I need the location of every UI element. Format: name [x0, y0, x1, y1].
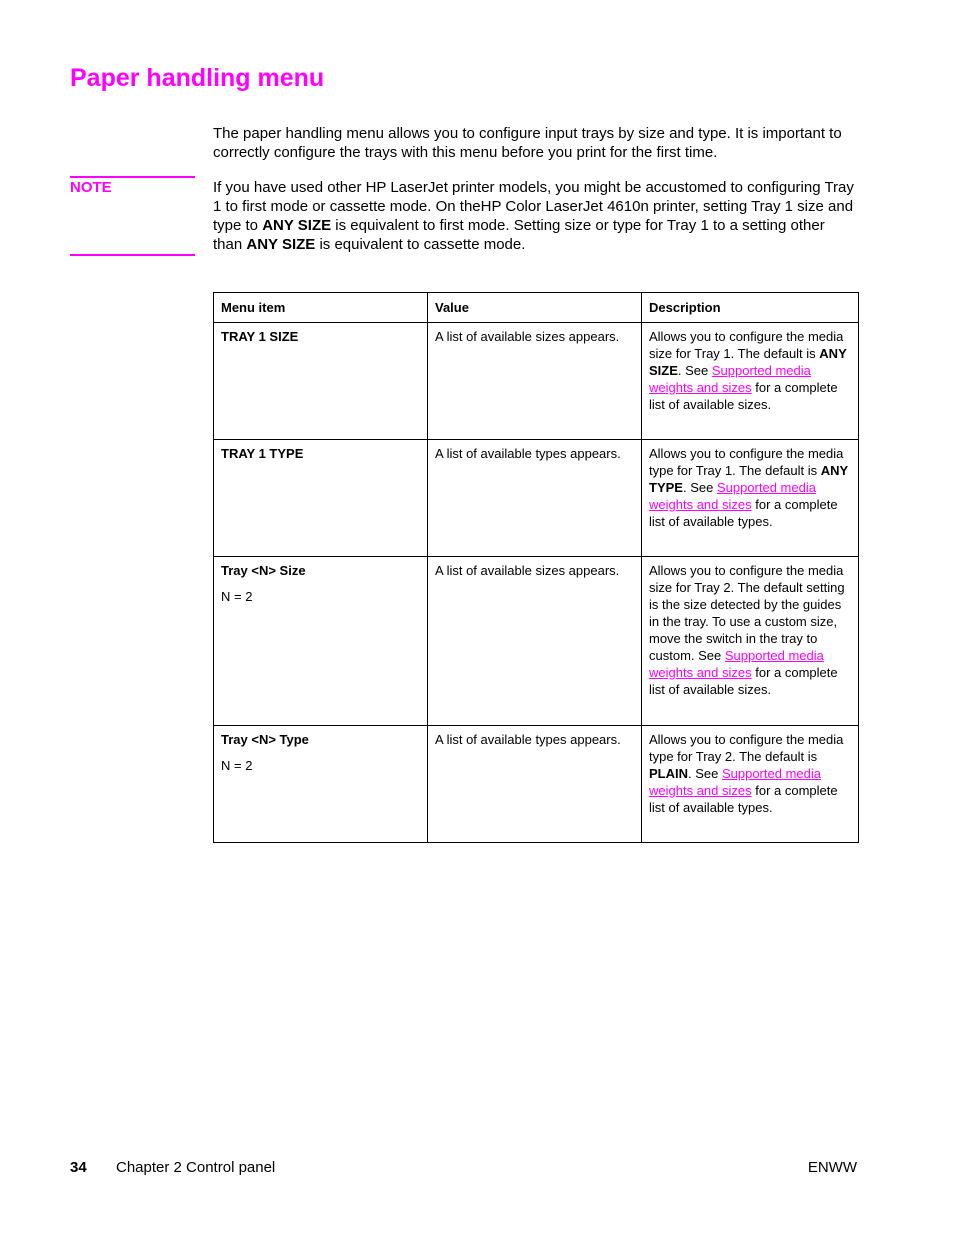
note-text: If you have used other HP LaserJet printer models, you might be accustomed to configuring Tray 1 to first mode or cassette mode. On theHP Color LaserJet 4610n printer, setting Tray 1 size and type to ANY SIZE is equivalent to first mode. Setting size or type for Tray 1 to a setting other than ANY SIZE is equivalent to cassette mode.	[213, 179, 854, 253]
description-cell: Allows you to configure the media type for Tray 1. The default is ANY TYPE. See Supported media weights and sizes for a complete list of available types.	[642, 440, 859, 557]
supported-media-link[interactable]: Supported media weights and sizes	[649, 766, 821, 798]
supported-media-link[interactable]: Supported media weights and sizes	[649, 363, 811, 395]
header-value: Value	[428, 293, 642, 323]
intro-paragraph: The paper handling menu allows you to configure input trays by size and type. It is important to correctly configure the trays with this menu before you print for the first time.	[213, 125, 842, 161]
footer-chapter: Chapter 2 Control panel	[116, 1159, 276, 1176]
header-menu-item: Menu item	[214, 293, 428, 323]
menu-item-cell: TRAY 1 SIZE	[214, 323, 428, 440]
table-row	[214, 726, 859, 843]
table-row	[214, 557, 859, 726]
supported-media-link[interactable]: Supported media weights and sizes	[649, 480, 816, 512]
page-title: Paper handling menu	[70, 64, 325, 92]
description-cell: Allows you to configure the media type for Tray 2. The default is PLAIN. See Supported media weights and sizes for a complete list of available types.	[642, 726, 859, 843]
note-bottom-divider	[70, 254, 195, 256]
note-label: NOTE	[70, 179, 112, 196]
menu-item-cell: Tray <N> Type N = 2	[214, 726, 428, 843]
description-cell: Allows you to configure the media size for Tray 1. The default is ANY SIZE. See Supported media weights and sizes for a complete list of available sizes.	[642, 323, 859, 440]
footer-page-number: 34	[70, 1159, 87, 1176]
description-cell: Allows you to configure the media size for Tray 2. The default setting is the size detected by the guides in the tray. To use a custom size, move the switch in the tray to custom. See Supported media weights and sizes for a complete list of available sizes.	[642, 557, 859, 726]
value-cell: A list of available types appears.	[428, 440, 642, 557]
table-header-row	[214, 293, 859, 323]
supported-media-link[interactable]: Supported media weights and sizes	[649, 648, 824, 680]
value-cell: A list of available sizes appears.	[428, 557, 642, 726]
header-description: Description	[642, 293, 859, 323]
value-cell: A list of available types appears.	[428, 726, 642, 843]
table-row	[214, 323, 859, 440]
footer-doc-code: ENWW	[807, 1159, 857, 1176]
table-row	[214, 440, 859, 557]
note-top-divider	[70, 176, 195, 178]
menu-item-cell: Tray <N> Size N = 2	[214, 557, 428, 726]
paper-handling-table	[213, 292, 859, 843]
menu-item-cell: TRAY 1 TYPE	[214, 440, 428, 557]
value-cell: A list of available sizes appears.	[428, 323, 642, 440]
